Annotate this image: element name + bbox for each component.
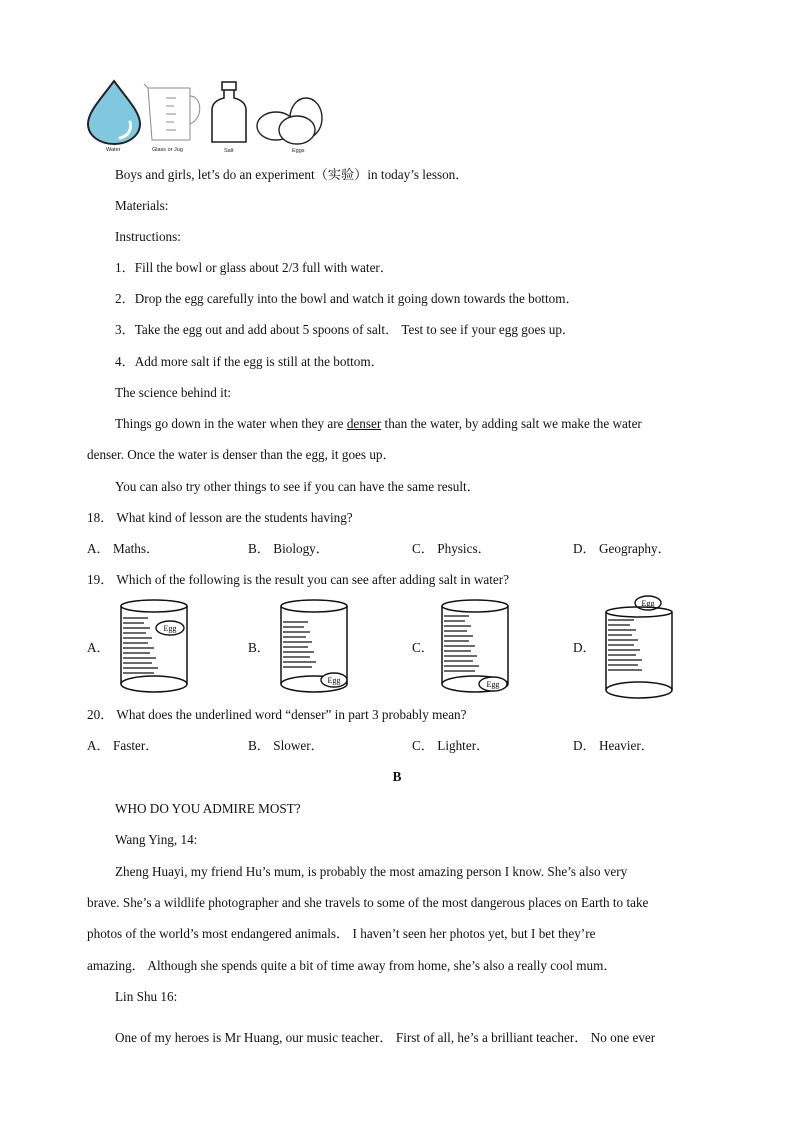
question-19-stem: 19． Which of the following is the result you can see after adding salt in water? [87, 572, 509, 587]
egg-label: Egg [486, 680, 500, 689]
materials-label: Materials: [115, 198, 169, 213]
science-line-2: denser. Once the water is denser than the egg, it goes up． [87, 447, 396, 462]
q20-option-a[interactable]: A． Faster． [87, 738, 159, 753]
paragraph-1-line-3: photos of the world’s most endangered animals． I haven’t seen her photos yet, but I bet they’re [87, 926, 596, 941]
egg-label: Egg [327, 676, 341, 685]
instruction-step-2: 2．Drop the egg carefully into the bowl and watch it going down towards the bottom． [115, 291, 579, 306]
instructions-label: Instructions: [115, 229, 181, 244]
paragraph-1-line-2: brave. She’s a wildlife photographer and she travels to some of the most dangerous places on Earth to take [87, 895, 649, 910]
paragraph-2-line-1: One of my heroes is Mr Huang, our music teacher． First of all, he’s a brilliant teacher． No one ever [115, 1030, 656, 1045]
science-line-1-start: Things go down in the water when they are [115, 416, 347, 431]
question-20-stem: 20． What does the underlined word “denser” in part 3 probably mean? [87, 707, 467, 722]
q18-option-a[interactable]: A． Maths． [87, 541, 160, 556]
science-label: The science behind it: [115, 385, 232, 400]
passage-a-intro: Boys and girls, let’s do an experiment（实验）in today’s lesson． [115, 167, 469, 182]
passage-b-title: WHO DO YOU ADMIRE MOST? [115, 801, 301, 816]
caption-water: Water [106, 147, 121, 153]
q20-option-b[interactable]: B． Slower． [248, 738, 324, 753]
q20-option-c[interactable]: C． Lighter． [412, 738, 490, 753]
caption-salt: Salt [224, 148, 234, 154]
paragraph-1-line-1: Zheng Huayi, my friend Hu’s mum, is probably the most amazing person I know. She’s also very [115, 864, 628, 879]
science-line-1 [115, 416, 642, 432]
glass-jug-icon [144, 84, 200, 140]
q19-beaker-c[interactable] [439, 598, 515, 694]
q19-beaker-b[interactable] [278, 598, 354, 694]
instruction-step-3: 3．Take the egg out and add about 5 spoons of salt． Test to see if your egg goes up． [115, 322, 576, 337]
q18-option-c[interactable]: C． Physics． [412, 541, 491, 556]
q19-option-a-letter[interactable]: A． [87, 640, 110, 655]
egg-label: Egg [641, 599, 655, 608]
q20-option-d[interactable]: D． Heavier． [573, 738, 654, 753]
instruction-step-1: 1．Fill the bowl or glass about 2/3 full with water． [115, 260, 394, 275]
section-b-heading: B [392, 769, 402, 784]
speaker-lin-shu: Lin Shu 16: [115, 989, 178, 1004]
paragraph-1-line-4: amazing． Although she spends quite a bit of time away from home, she’s also a really cool mum． [87, 958, 617, 973]
q19-beaker-a[interactable] [118, 598, 194, 694]
materials-pictures [86, 78, 326, 158]
q19-option-c-letter[interactable]: C． [412, 640, 434, 655]
eggs-icon [257, 98, 322, 144]
instruction-step-4: 4．Add more salt if the egg is still at the bottom． [115, 354, 384, 369]
caption-glass-or-jug: Glass or Jug [152, 147, 183, 153]
science-line-1-end: than the water, by adding salt we make the water [381, 416, 642, 431]
egg-label: Egg [163, 624, 177, 633]
caption-eggs: Eggs [292, 148, 305, 154]
salt-bottle-icon [212, 82, 246, 142]
question-18-stem: 18． What kind of lesson are the students having? [87, 510, 353, 525]
q19-option-d-letter[interactable]: D． [573, 640, 596, 655]
water-drop-icon [88, 81, 140, 144]
q19-beaker-d[interactable] [602, 594, 678, 700]
speaker-wang-ying: Wang Ying, 14: [115, 832, 198, 847]
q19-option-b-letter[interactable]: B． [248, 640, 270, 655]
q18-option-b[interactable]: B． Biology． [248, 541, 329, 556]
materials-illustration [86, 78, 326, 146]
underlined-word-denser: denser [346, 416, 382, 431]
q18-option-d[interactable]: D． Geography． [573, 541, 671, 556]
try-other-things-line: You can also try other things to see if you can have the same result． [115, 479, 480, 494]
